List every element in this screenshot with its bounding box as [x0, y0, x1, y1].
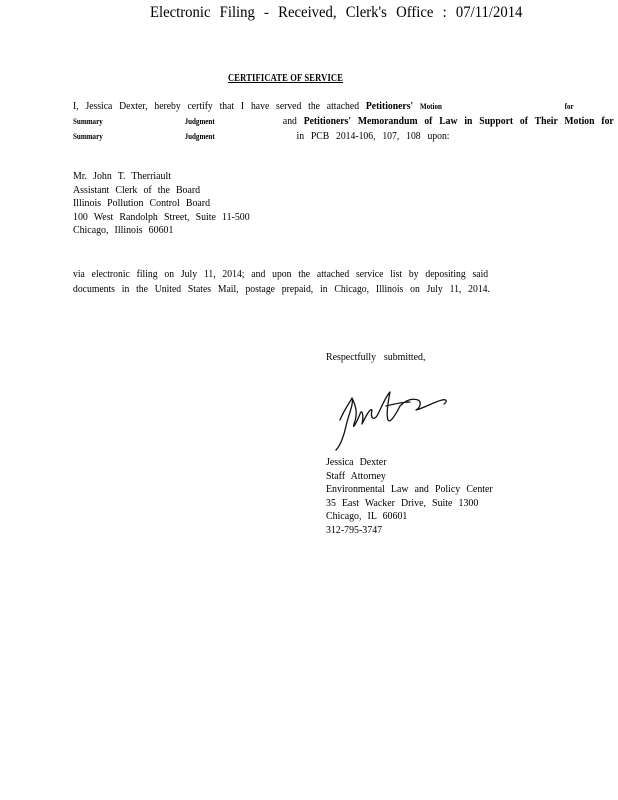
service-line-1: via electronic filing on July 11, 2014; and upon the attached service list by depositing said — [73, 268, 489, 280]
signer-name: Jessica Dexter — [326, 456, 387, 468]
cert-small: Judgment — [184, 132, 215, 141]
certification-line-3 — [73, 130, 450, 142]
closing-text: Respectfully submitted, — [326, 351, 426, 363]
recipient-street: 100 West Randolph Street, Suite 11-500 — [73, 210, 250, 223]
signer-title: Staff Attorney — [326, 469, 386, 482]
cert-bold-title: Petitioners' — [365, 100, 414, 112]
cert-small: Summary — [73, 117, 103, 126]
cert-small: Judgment — [184, 117, 215, 126]
signer-street: 35 East Wacker Drive, Suite 1300 — [326, 496, 479, 509]
signer-phone: 312-795-3747 — [326, 523, 383, 536]
handwritten-signature — [330, 380, 460, 457]
cert-text: I, Jessica Dexter, hereby certify that I have served the attached — [73, 100, 360, 112]
certification-line-1 — [73, 100, 574, 112]
cert-bold-title: Petitioners' Memorandum of Law in Support of Their Motion for — [303, 115, 614, 127]
cert-text: and — [282, 115, 297, 127]
service-line-2: documents in the United States Mail, postage prepaid, in Chicago, Illinois on July 11, 2014. — [73, 283, 490, 295]
recipient-title: Assistant Clerk of the Board — [73, 183, 201, 196]
certification-line-2 — [73, 115, 614, 127]
filing-stamp-header: Electronic Filing - Received, Clerk's Office : 07/11/2014 — [150, 4, 523, 21]
recipient-name: Mr. John T. Therriault — [73, 170, 171, 182]
signer-org: Environmental Law and Policy Center — [326, 483, 493, 495]
signer-city: Chicago, IL 60601 — [326, 510, 408, 522]
document-title: CERTIFICATE OF SERVICE — [228, 73, 344, 84]
cert-small: Motion — [419, 102, 442, 111]
recipient-city: Chicago, Illinois 60601 — [73, 224, 174, 236]
cert-small: for — [564, 102, 574, 111]
cert-text: in PCB 2014-106, 107, 108 upon: — [296, 130, 450, 142]
signer-block — [326, 456, 493, 537]
recipient-org: Illinois Pollution Control Board — [73, 197, 211, 209]
cert-small: Summary — [73, 132, 103, 141]
recipient-address — [73, 170, 250, 238]
signature-graphic — [330, 380, 460, 452]
